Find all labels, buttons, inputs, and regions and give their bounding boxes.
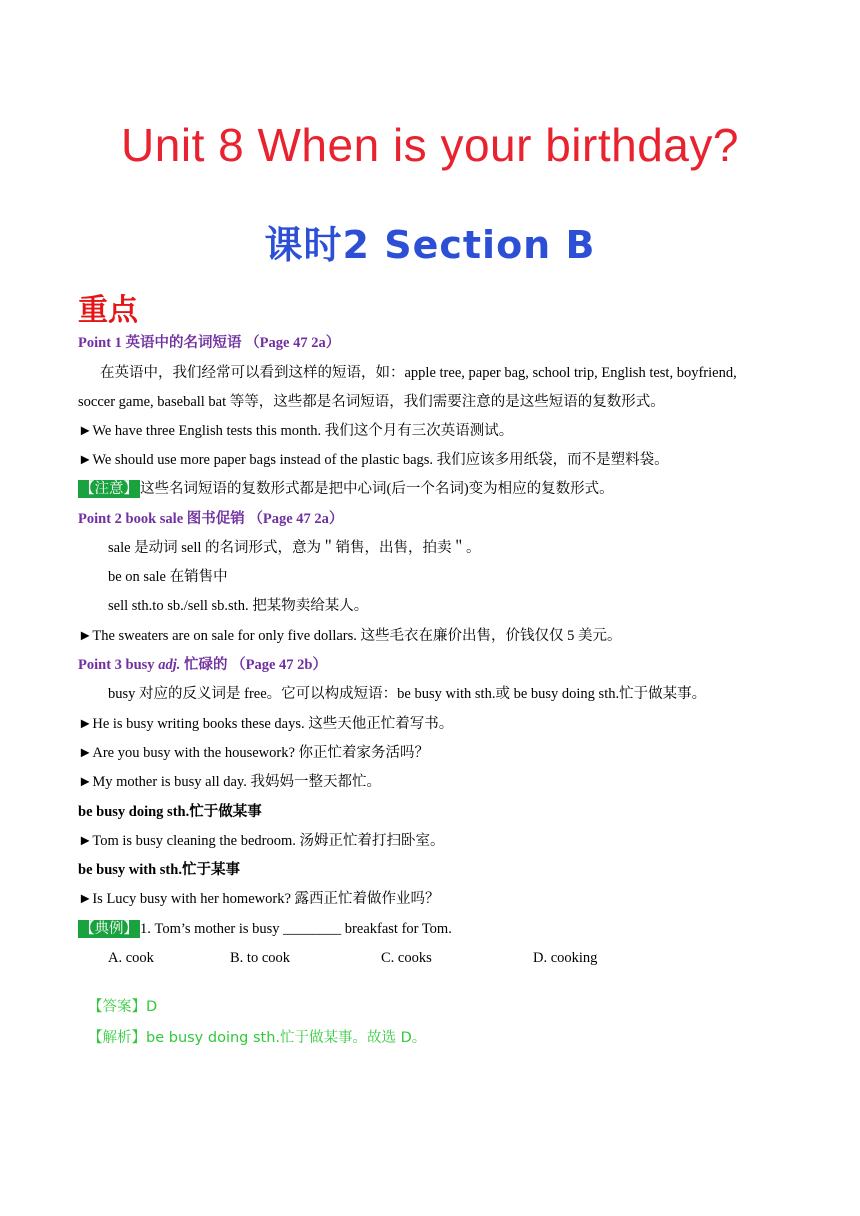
note-text: 这些名词短语的复数形式都是把中心词(后一个名词)变为相应的复数形式。 bbox=[140, 481, 614, 497]
note-tag: 【注意】 bbox=[80, 481, 138, 497]
point3-header-b: 忙碌的 （Page 47 2b） bbox=[180, 657, 327, 673]
point3-example5: ►Is Lucy busy with her homework? 露西正忙着做作业吗？ bbox=[78, 891, 440, 907]
point1-example2: ►We should use more paper bags instead of the plastic bags. 我们应该多用纸袋，而不是塑料袋。 bbox=[78, 452, 669, 468]
point2-line1: sale 是动词 sell 的名词形式，意为＂销售，出售，拍卖＂。 bbox=[108, 540, 481, 556]
point3-example1: ►He is busy writing books these days. 这些天他正忙着写书。 bbox=[78, 716, 454, 732]
example-question-text: 1. Tom’s mother is busy ________ breakfast for Tom. bbox=[140, 921, 452, 937]
point3-example3: ►My mother is busy all day. 我妈妈一整天都忙。 bbox=[78, 774, 381, 790]
point3-header-a: Point 3 busy bbox=[78, 657, 159, 673]
point1-example1: ►We have three English tests this month. 我们这个月有三次英语测试。 bbox=[78, 423, 514, 439]
example-tag: 【典例】 bbox=[80, 921, 138, 937]
example-option-d: D. cooking bbox=[533, 950, 598, 966]
point3-sub-heading2: be busy with sth.忙于某事 bbox=[78, 862, 240, 878]
example-option-a: A. cook bbox=[108, 950, 154, 966]
point3-header-adj: adj. bbox=[158, 657, 181, 673]
point2-line2: be on sale 在销售中 bbox=[108, 569, 228, 585]
point1-note bbox=[78, 479, 614, 499]
point3-header bbox=[78, 655, 327, 675]
example-question bbox=[78, 919, 452, 939]
point2-header: Point 2 book sale 图书促销 （Page 47 2a） bbox=[78, 511, 344, 527]
analysis-line: 【解析】be busy doing sth.忙于做某事。故选 D。 bbox=[88, 1030, 427, 1046]
point3-example2: ►Are you busy with the housework? 你正忙着家务活吗？ bbox=[78, 745, 430, 761]
example-option-c: C. cooks bbox=[381, 950, 432, 966]
document-title: Unit 8 When is your birthday? bbox=[121, 119, 739, 171]
point1-header: Point 1 英语中的名词短语 （Page 47 2a） bbox=[78, 335, 341, 351]
point3-sub-heading1: be busy doing sth.忙于做某事 bbox=[78, 804, 262, 820]
answer-line: 【答案】D bbox=[88, 999, 158, 1015]
example-option-b: B. to cook bbox=[230, 950, 291, 966]
point3-line1: busy 对应的反义词是 free。它可以构成短语：be busy with sth.或 be busy doing sth.忙于做某事。 bbox=[108, 686, 707, 702]
section-heading: 重点 bbox=[78, 293, 138, 328]
point3-example4: ►Tom is busy cleaning the bedroom. 汤姆正忙着打扫卧室。 bbox=[78, 833, 445, 849]
point2-example1: ►The sweaters are on sale for only five dollars. 这些毛衣在廉价出售，价钱仅仅 5 美元。 bbox=[78, 628, 622, 644]
point1-desc-line2: soccer game, baseball bat 等等，这些都是名词短语，我们需要注意的是这些短语的复数形式。 bbox=[78, 394, 665, 410]
point2-line3: sell sth.to sb./sell sb.sth. 把某物卖给某人。 bbox=[108, 598, 369, 614]
point1-desc-line1: 在英语中，我们经常可以看到这样的短语，如：apple tree, paper bag, school trip, English test, boyfriend, bbox=[100, 365, 737, 381]
document-subtitle: 课时2 Section B bbox=[264, 223, 596, 267]
